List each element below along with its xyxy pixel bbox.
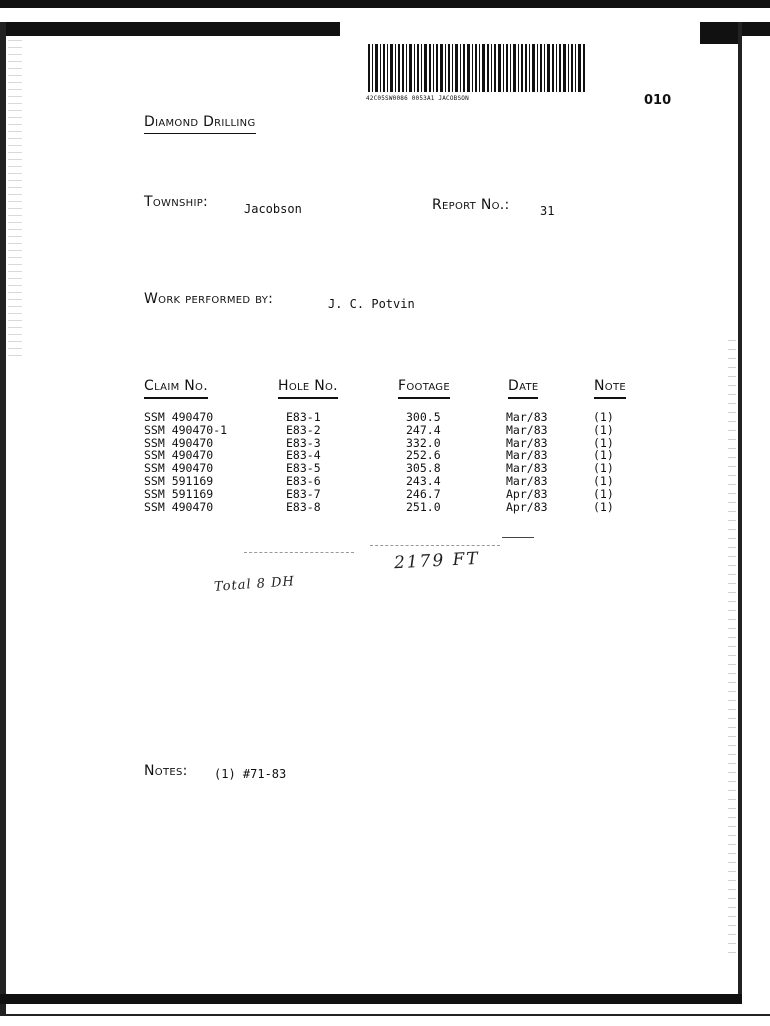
report-number-label: Report No.: — [432, 197, 510, 213]
note-cell: (1) — [593, 448, 614, 463]
hole-cell: E83-6 — [286, 473, 321, 488]
scan-border-notch — [340, 22, 700, 36]
note-cell: (1) — [593, 461, 614, 476]
footage-cell: 251.0 — [406, 499, 441, 514]
date-cell: Apr/83 — [506, 499, 548, 514]
date-cell: Mar/83 — [506, 435, 548, 450]
scan-noise-right — [728, 340, 736, 960]
report-number-value: 31 — [540, 204, 555, 218]
work-performed-label: Work performed by: — [144, 291, 274, 307]
date-cell: Apr/83 — [506, 486, 548, 501]
work-performed-value: J. C. Potvin — [328, 297, 415, 311]
hole-cell: E83-2 — [286, 422, 321, 437]
claim-cell: SSM 490470 — [144, 435, 214, 450]
claim-cell: SSM 490470-1 — [144, 422, 228, 437]
claim-cell: SSM 490470 — [144, 448, 214, 463]
hole-cell: E83-4 — [286, 448, 321, 463]
barcode-caption: 42C05SW0086 0053A1 JACOBSON — [366, 95, 469, 102]
claim-cell: SSM 490470 — [144, 410, 214, 424]
handwritten-total-footage: 2179 FT — [393, 548, 481, 574]
footage-cell: 246.7 — [406, 486, 441, 501]
document-title: Diamond Drilling — [144, 114, 256, 134]
note-cell: (1) — [593, 422, 614, 437]
hole-cell: E83-5 — [286, 461, 321, 476]
column-header-note: Note — [594, 378, 626, 399]
township-value: Jacobson — [244, 202, 302, 216]
date-cell: Mar/83 — [506, 461, 548, 476]
scan-noise-left — [8, 40, 22, 360]
scan-border-bottom — [0, 994, 742, 1004]
footage-cell: 332.0 — [406, 435, 441, 450]
date-cell: Mar/83 — [506, 473, 548, 488]
note-cell: (1) — [593, 486, 614, 501]
township-label: Township: — [144, 194, 209, 210]
barcode-icon — [368, 44, 586, 92]
column-header-hole: Hole No. — [278, 378, 338, 399]
note-cell: (1) — [593, 473, 614, 488]
date-cell: Mar/83 — [506, 448, 548, 463]
claim-cell: SSM 591169 — [144, 473, 214, 488]
scan-corner-mark — [700, 22, 740, 44]
note-cell: (1) — [593, 410, 614, 424]
hole-cell: E83-8 — [286, 499, 321, 514]
column-header-footage: Footage — [398, 378, 450, 399]
scan-border-bottom-edge — [0, 1014, 770, 1026]
column-header-claim: Claim No. — [144, 378, 208, 399]
handwritten-total-holes: Total 8 DH — [213, 574, 296, 595]
footage-cell: 252.6 — [406, 448, 441, 463]
footage-cell: 305.8 — [406, 461, 441, 476]
note-cell: (1) — [593, 499, 614, 514]
note-cell: (1) — [593, 435, 614, 450]
scan-border-left — [0, 22, 6, 1022]
date-cell: Mar/83 — [506, 422, 548, 437]
footage-cell: 300.5 — [406, 410, 441, 424]
total-rule-left — [244, 552, 354, 553]
total-rule-right — [370, 545, 500, 546]
column-header-date: Date — [508, 378, 538, 399]
page-number: 010 — [644, 93, 672, 108]
claim-cell: SSM 490470 — [144, 461, 214, 476]
claim-cell: SSM 591169 — [144, 486, 214, 501]
hole-cell: E83-7 — [286, 486, 321, 501]
scan-border-right — [738, 22, 742, 1002]
footage-cell: 247.4 — [406, 422, 441, 437]
date-cell: Mar/83 — [506, 410, 548, 424]
hole-cell: E83-3 — [286, 435, 321, 450]
scan-border-top — [0, 0, 770, 8]
hole-cell: E83-1 — [286, 410, 321, 424]
notes-value: (1) #71-83 — [214, 767, 287, 781]
date-rule — [502, 537, 534, 538]
notes-label: Notes: — [144, 763, 188, 779]
claim-cell: SSM 490470 — [144, 499, 214, 514]
footage-cell: 243.4 — [406, 473, 441, 488]
